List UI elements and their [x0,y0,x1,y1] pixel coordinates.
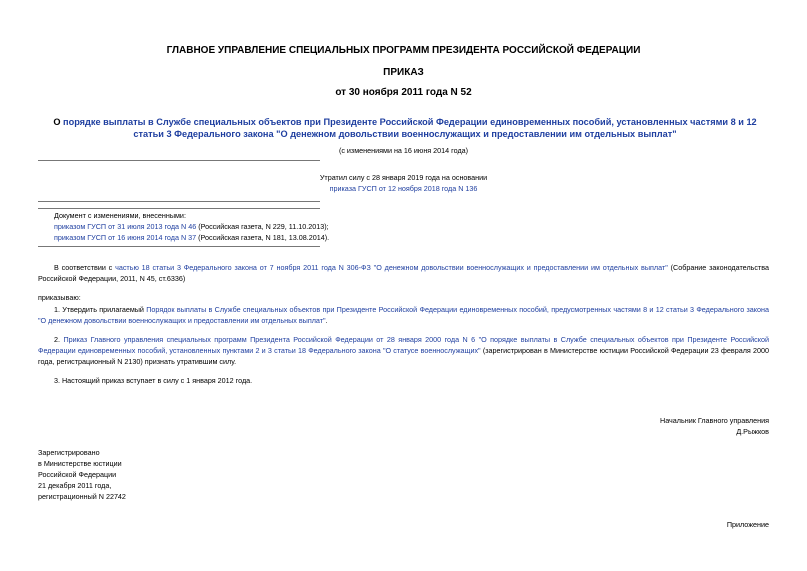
amendment-source: (Российская газета, N 181, 13.08.2014). [196,233,330,242]
amendment-link[interactable]: приказом ГУСП от 16 июня 2014 года N 37 [54,233,197,242]
appendix-label: Приложение [726,520,769,529]
preamble-paragraph [38,262,769,284]
amendment-link[interactable]: приказом ГУСП от 31 июля 2013 года N 46 [54,222,197,231]
signature-block [660,415,769,437]
item2-number: 2. [54,335,64,344]
amendment-item [54,232,754,243]
separator-line [38,160,320,161]
expired-note [0,172,807,194]
registration-line: 21 декабря 2011 года, [38,481,112,490]
signer-name: Д.Рыжков [736,427,769,436]
order-word: приказываю: [38,293,81,302]
amendments-block [54,210,754,243]
item1-text: 1. Утвердить прилагаемый [54,305,147,314]
title-link[interactable]: порядке выплаты в Службе специальных объектов при Президенте Российской Федерации единовременных пособий, установленных частями 8 и 12 статьи 3 Федерального закона "О денежном довольствии военнослужащих и предоставлении им отдельных выплат" [63,117,757,139]
document-title [52,116,758,140]
preamble-source: (Собрание законодательства Российской Федерации, 2011, N 45, ст.6336) [38,263,769,283]
order-item-3: 3. Настоящий приказ вступает в силу с 1 января 2012 года. [54,376,253,385]
expired-text: Утратил силу с 28 января 2019 года на основании [319,173,488,182]
revision-note: (с изменениями на 16 июня 2014 года) [338,146,469,155]
order-item-1 [38,304,769,326]
doc-date-number: от 30 ноября 2011 года N 52 [335,87,472,98]
separator-line [38,201,320,202]
registration-line: в Министерстве юстиции [38,459,122,468]
registration-line: Зарегистрировано [38,448,100,457]
repealed-order-link[interactable]: Приказ Главного управления специальных программ Президента Российской Федерации от 28 января 2000 года N 6 "О порядке выплаты в Службе специальных объектов при Президенте Российской Федерации единовременных пособий, установленных пунктами 2 и 3 статьи 18 Федерального закона [38,335,769,355]
title-prefix: О [53,117,64,127]
amendment-source: (Российская газета, N 229, 11.10.2013); [196,222,329,231]
law-link[interactable]: частью 18 статьи 3 Федерального закона от 7 ноября 2011 года N 306-ФЗ "О денежном довольствии военнослужащих и предоставлении им отдельных выплат" [115,263,668,272]
registration-line: регистрационный N 22742 [38,492,126,501]
expired-link[interactable]: приказа ГУСП от 12 ноября 2018 года N 136 [329,184,478,193]
signer-position: Начальник Главного управления [660,416,769,425]
registration-line: Российской Федерации [38,470,117,479]
item1-end: . [325,316,328,325]
order-item-2 [38,334,769,367]
item2-text: (зарегистрирован в Министерстве юстиции Российской Федерации 23 февраля 2000 года, регистрационный N 2130) признать утратившим силу. [38,346,769,366]
procedure-link[interactable]: Порядок выплаты в Службе специальных объектов при Президенте Российской Федерации единовременных пособий, предусмотренных частями 8 и 12 статьи 3 Федерального закона "О денежном довольствии военнослужащих и предоставлении им отдельных выплат" [38,305,769,325]
amendment-item [54,221,754,232]
doc-type: ПРИКАЗ [383,67,424,78]
agency-name: ГЛАВНОЕ УПРАВЛЕНИЕ СПЕЦИАЛЬНЫХ ПРОГРАММ ПРЕЗИДЕНТА РОССИЙСКОЙ ФЕДЕРАЦИИ [166,45,641,56]
separator-line [38,208,320,209]
registration-block [38,447,126,502]
separator-line [38,246,320,247]
status-law-link[interactable]: "О статусе военнослужащих" [382,346,481,355]
preamble-text: В соответствии с [54,263,116,272]
amendments-intro: Документ с изменениями, внесенными: [54,211,186,220]
